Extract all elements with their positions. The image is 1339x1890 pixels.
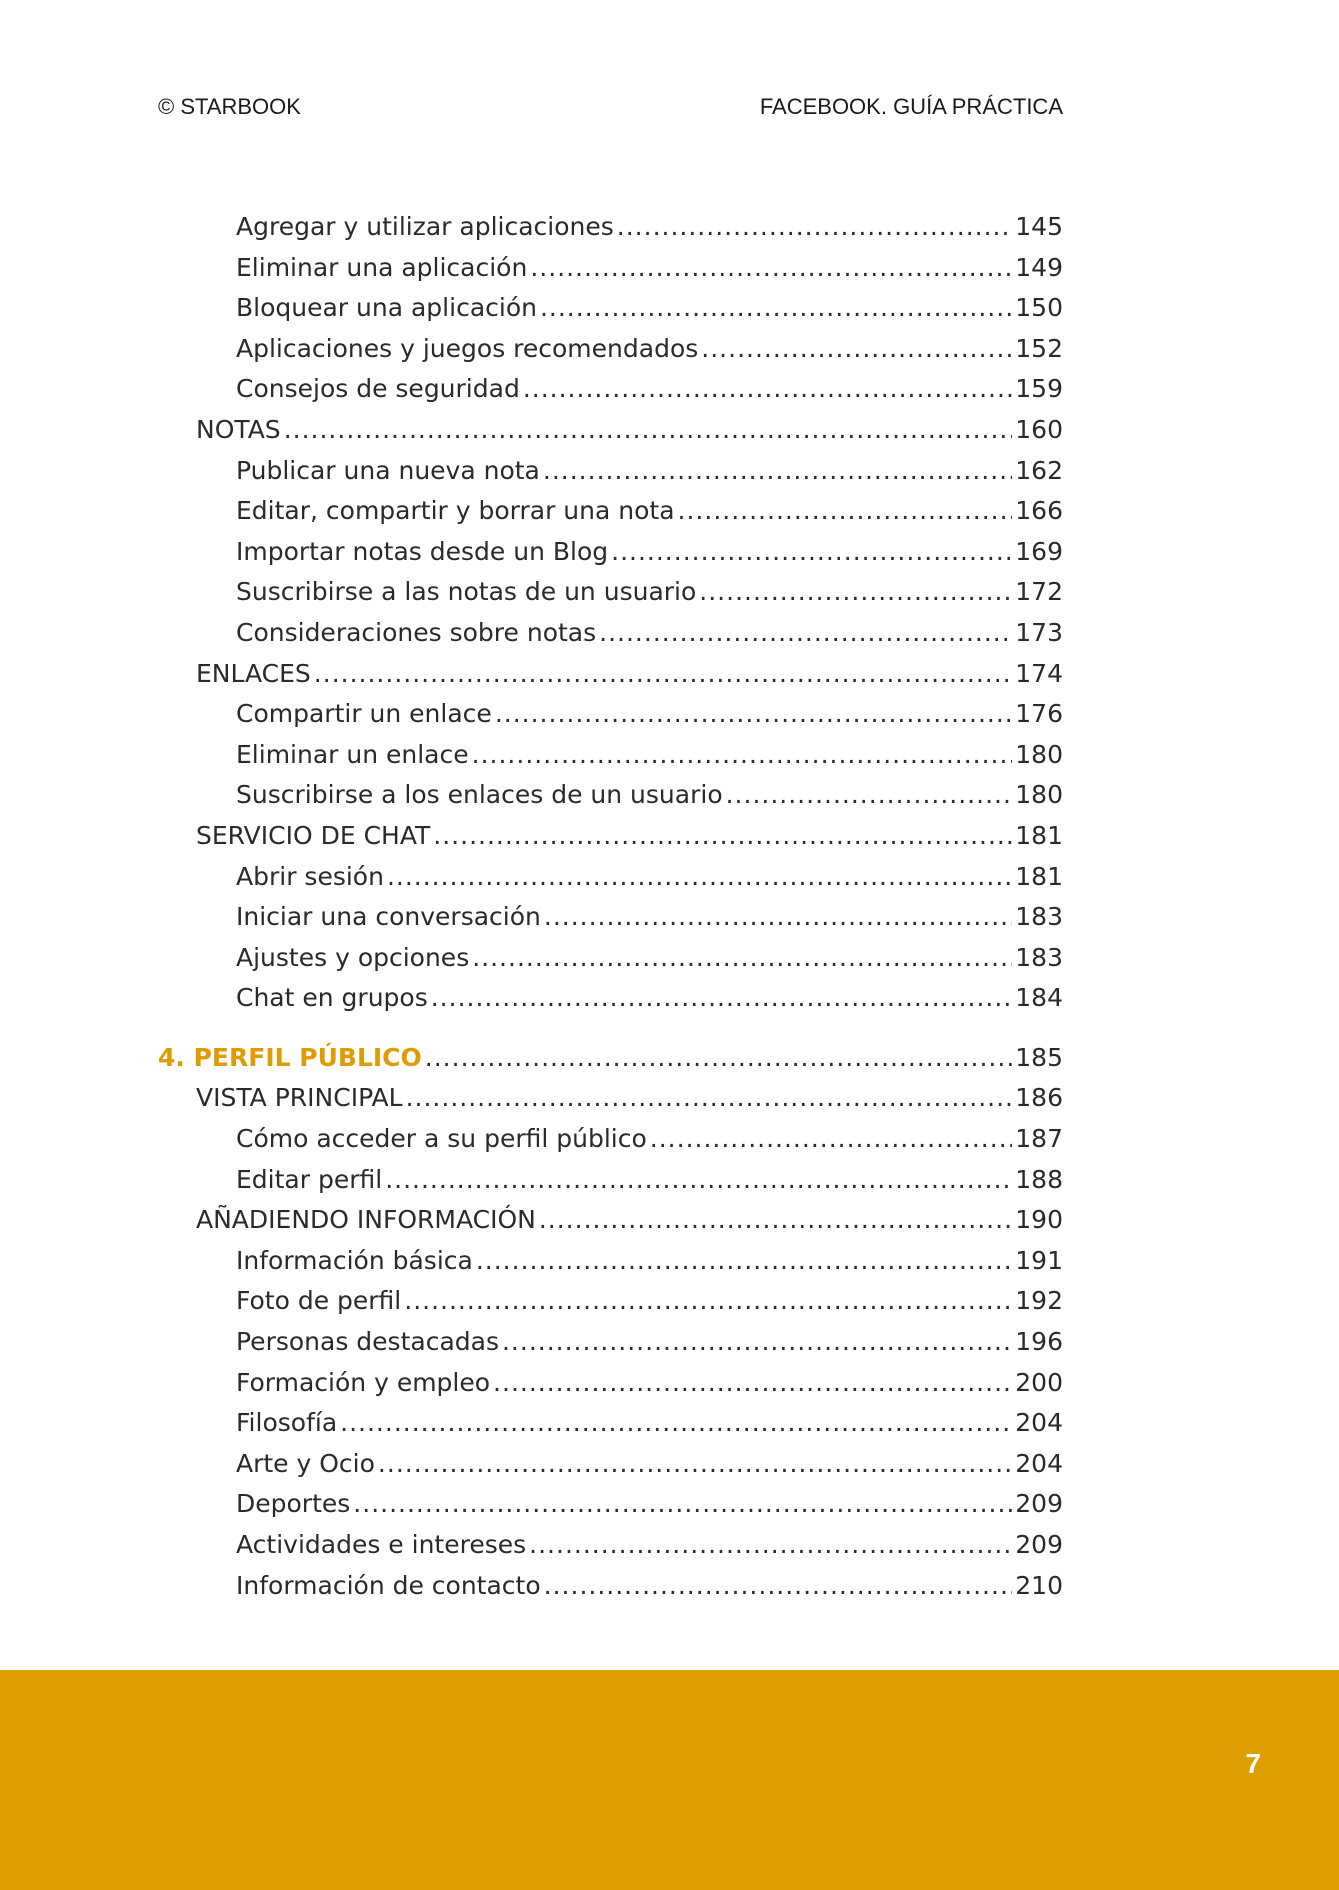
toc-entry-title: Compartir un enlace [236,699,492,729]
toc-entry-page: 183 [1015,942,1063,972]
toc-subsection-entry [158,248,1063,289]
toc-entry-title: Información de contacto [236,1570,541,1600]
toc-subsection-entry [158,369,1063,410]
toc-dot-leader [544,1566,1013,1607]
toc-subsection-entry [158,1484,1063,1525]
toc-subsection-entry [158,897,1063,938]
toc-entry-title: SERVICIO DE CHAT [196,820,431,850]
toc-entry-page: 150 [1015,293,1063,323]
toc-subsection-entry [158,1363,1063,1404]
toc-entry-page: 200 [1015,1367,1063,1397]
toc-entry-page: 204 [1015,1448,1063,1478]
toc-subsection-entry [158,572,1063,613]
toc-subsection-entry [158,613,1063,654]
toc-entry-title: Eliminar un enlace [236,739,469,769]
toc-dot-leader [650,1119,1013,1160]
toc-entry-page: 160 [1015,414,1063,444]
toc-entry-title: Suscribirse a los enlaces de un usuario [236,780,723,810]
toc-entry-title: Personas destacadas [236,1327,499,1357]
toc-dot-leader [678,491,1013,532]
toc-entry-title: Importar notas desde un Blog [236,536,609,566]
toc-subsection-entry [158,735,1063,776]
toc-entry-title: Consejos de seguridad [236,374,520,404]
header-book-title: FACEBOOK. GUÍA PRÁCTICA [759,94,1063,119]
toc-entry-page: 210 [1015,1570,1063,1600]
toc-dot-leader [617,207,1013,248]
footer-band [0,1670,1339,1890]
toc-entry-page: 190 [1015,1205,1063,1235]
toc-entry-page: 196 [1015,1327,1063,1357]
toc-subsection-entry [158,1403,1063,1444]
toc-dot-leader [385,1160,1012,1201]
toc-dot-leader [502,1322,1012,1363]
toc-section-entry [158,1078,1063,1119]
toc-entry-page: 172 [1015,577,1063,607]
toc-entry-page: 180 [1015,739,1063,769]
toc-entry-page: 152 [1015,333,1063,363]
toc-entry-page: 204 [1015,1408,1063,1438]
toc-dot-leader [493,1363,1012,1404]
toc-dot-leader [378,1444,1012,1485]
toc-entry-title: NOTAS [196,414,281,444]
toc-dot-leader [340,1403,1012,1444]
toc-dot-leader [353,1484,1012,1525]
toc-dot-leader [529,1525,1012,1566]
toc-dot-leader [425,1038,1013,1079]
toc-entry-title: Arte y Ocio [236,1448,375,1478]
toc-entry-page: 183 [1015,902,1063,932]
toc-dot-leader [599,613,1012,654]
toc-dot-leader [540,288,1012,329]
header-publisher: © STARBOOK [158,94,301,119]
toc-entry-title: ENLACES [196,658,311,688]
toc-dot-leader [387,857,1012,898]
toc-subsection-entry [158,1241,1063,1282]
toc-entry-title: Formación y empleo [236,1367,491,1397]
toc-dot-leader [284,410,1013,451]
toc-section-entry [158,816,1063,857]
toc-entry-title: Abrir sesión [236,861,384,891]
toc-section-entry [158,1200,1063,1241]
toc-entry-page: 162 [1015,455,1063,485]
toc-entry-page: 159 [1015,374,1063,404]
toc-dot-leader [611,532,1012,573]
toc-entry-title: Cómo acceder a su perfil público [236,1124,647,1154]
toc-dot-leader [543,451,1012,492]
toc-entry-page: 174 [1015,658,1063,688]
toc-dot-leader [495,694,1012,735]
toc-entry-title: Editar perfil [236,1164,383,1194]
toc-dot-leader [539,1200,1012,1241]
toc-subsection-entry [158,978,1063,1019]
toc-dot-leader [472,938,1012,979]
toc-chapter-entry [158,1038,1063,1079]
toc-section-entry [158,410,1063,451]
toc-subsection-entry [158,288,1063,329]
toc-entry-page: 180 [1015,780,1063,810]
toc-entry-page: 186 [1015,1083,1063,1113]
toc-dot-leader [314,654,1012,695]
toc-dot-leader [406,1078,1013,1119]
toc-entry-page: 145 [1015,212,1063,241]
toc-dot-leader [476,1241,1012,1282]
toc-subsection-entry [158,207,1063,248]
toc-entry-title: Bloquear una aplicación [236,293,537,323]
toc-subsection-entry [158,491,1063,532]
toc-entry-page: 209 [1015,1530,1063,1559]
toc-entry-title: Deportes [236,1489,351,1519]
toc-entry-page: 185 [1015,1042,1063,1072]
toc-subsection-entry [158,1566,1063,1607]
toc-entry-page: 176 [1015,699,1063,729]
toc-entry-title: Chat en grupos [236,983,428,1013]
toc-dot-leader [404,1281,1012,1322]
toc-entry-title: Actividades e intereses [236,1530,527,1559]
toc-entry-title: Filosofía [236,1408,338,1438]
toc-entry-page: 187 [1015,1124,1063,1154]
toc-entry-title: Foto de perfil [236,1286,402,1316]
toc-dot-leader [699,572,1012,613]
toc-dot-leader [701,329,1012,370]
toc-subsection-entry [158,451,1063,492]
toc-subsection-entry [158,532,1063,573]
toc-subsection-entry [158,775,1063,816]
toc-dot-leader [544,897,1012,938]
toc-entry-page: 192 [1015,1286,1063,1316]
toc-subsection-entry [158,1281,1063,1322]
toc-entry-title: Consideraciones sobre notas [236,617,597,647]
toc-entry-page: 191 [1015,1245,1063,1275]
toc-subsection-entry [158,1444,1063,1485]
toc-dot-leader [433,816,1012,857]
toc-entry-page: 173 [1015,617,1063,647]
toc-entry-title: Editar, compartir y borrar una nota [236,496,675,526]
toc-dot-leader [431,978,1013,1019]
toc-entry-title: Suscribirse a las notas de un usuario [236,577,697,607]
toc-subsection-entry [158,857,1063,898]
toc-entry-title: Aplicaciones y juegos recomendados [236,333,699,363]
toc-entry-page: 169 [1015,536,1063,566]
toc-entry-page: 149 [1015,252,1063,282]
toc-entry-title: Ajustes y opciones [236,942,470,972]
toc-entry-title: Información básica [236,1245,473,1275]
toc-entry-page: 188 [1015,1164,1063,1194]
toc-entry-title: VISTA PRINCIPAL [196,1083,403,1113]
toc-subsection-entry [158,938,1063,979]
toc-dot-leader [530,248,1012,289]
table-of-contents [158,207,1063,1606]
page-number: 7 [1245,1748,1261,1779]
toc-dot-leader [523,369,1012,410]
toc-entry-title: AÑADIENDO INFORMACIÓN [196,1205,536,1235]
running-header [158,94,1063,124]
toc-entry-title: Iniciar una conversación [236,902,541,932]
toc-section-entry [158,654,1063,695]
toc-subsection-entry [158,1119,1063,1160]
toc-subsection-entry [158,1525,1063,1566]
toc-subsection-entry [158,1322,1063,1363]
toc-subsection-entry [158,694,1063,735]
toc-entry-page: 181 [1015,820,1063,850]
toc-dot-leader [726,775,1013,816]
toc-entry-page: 181 [1015,861,1063,891]
toc-entry-page: 166 [1015,496,1063,526]
toc-dot-leader [472,735,1013,776]
toc-entry-title: Publicar una nueva nota [236,455,540,485]
toc-entry-page: 209 [1015,1489,1063,1519]
toc-subsection-entry [158,329,1063,370]
toc-subsection-entry [158,1160,1063,1201]
toc-entry-title: Eliminar una aplicación [236,252,528,282]
toc-entry-title: 4. PERFIL PÚBLICO [158,1042,422,1072]
toc-entry-page: 184 [1015,983,1063,1013]
toc-entry-title: Agregar y utilizar aplicaciones [236,212,614,241]
